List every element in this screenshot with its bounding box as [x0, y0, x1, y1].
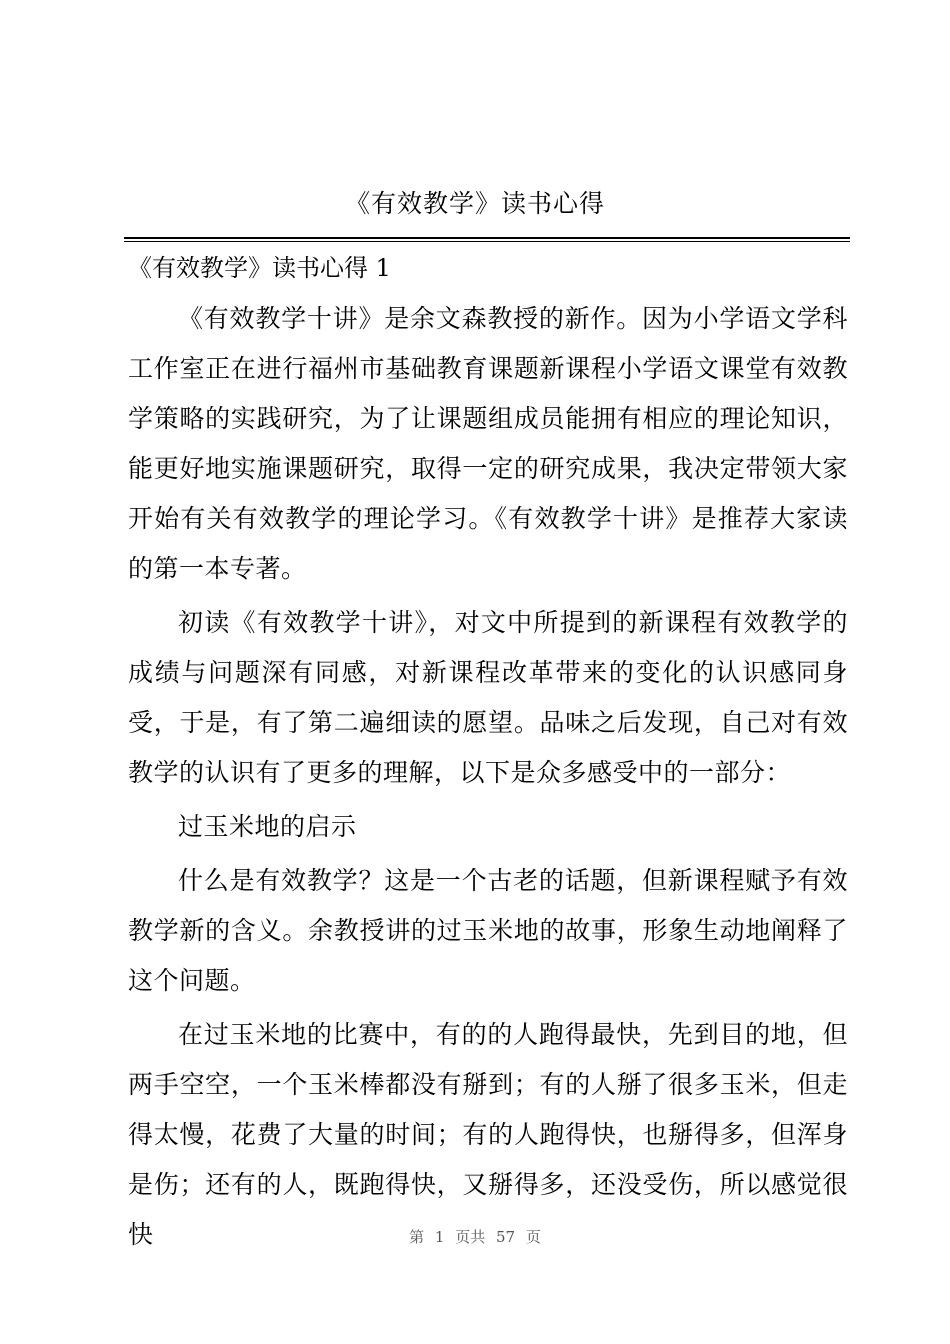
paragraph: 什么是有效教学？这是一个古老的话题，但新课程赋予有效教学新的含义。余教授讲的过玉米地的故事，形象生动地阐释了这个问题。 [128, 866, 848, 995]
subheading-paragraph: 过玉米地的启示 [178, 812, 357, 841]
document-body [128, 294, 848, 1264]
section-heading: 《有效教学》读书心得 1 [128, 254, 391, 282]
document-title: 《有效教学》读书心得 [344, 189, 605, 218]
paragraph: 《有效教学十讲》是余文森教授的新作。因为小学语文学科工作室正在进行福州市基础教育课题新课程小学语文课堂有效教学策略的实践研究，为了让课题组成员能拥有相应的理论知识，能更好地实施课题研究，取得一定的研究成果，我决定带领大家开始有关有效教学的理论学习。《有效教学十讲》是推荐大家读的第一本专著。 [128, 304, 848, 583]
title-divider [124, 237, 850, 242]
paragraph: 在过玉米地的比赛中，有的的人跑得最快，先到目的地，但两手空空，一个玉米棒都没有掰到；有的人掰了很多玉米，但走得太慢，花费了大量的时间；有的人跑得快，也掰得多，但浑身是伤；还有的人，既跑得快，又掰得多，还没受伤，所以感觉很快 [128, 1020, 848, 1249]
paragraph: 初读《有效教学十讲》，对文中所提到的新课程有效教学的成绩与问题深有同感，对新课程改革带来的变化的认识感同身受，于是，有了第二遍细读的愿望。品味之后发现，自己对有效教学的认识有了更多的理解，以下是众多感受中的一部分： [128, 608, 848, 787]
page-footer: 第 1 页共 57 页 [409, 1228, 541, 1246]
